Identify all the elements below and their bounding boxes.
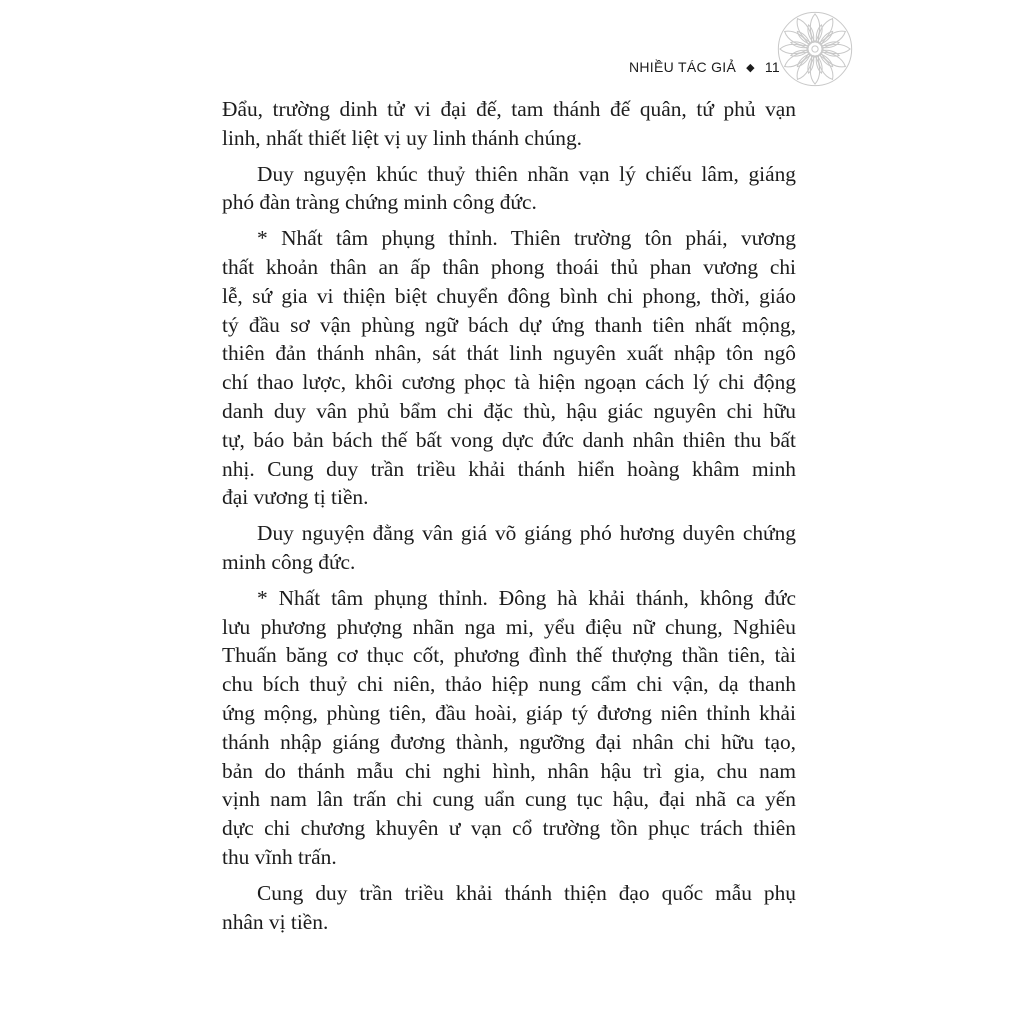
text-line: Cung duy trần triều khải thánh thiện đạo quốc mẫu phụ: [257, 880, 796, 905]
text-line: nhân vị tiền.: [222, 909, 329, 934]
text-line: minh công đức.: [222, 549, 356, 574]
text-line: Đẩu, trường dinh tử vi đại đế, tam thánh đế quân, tứ phủ vạn: [222, 97, 796, 121]
text-line: danh duy vân phủ bẩm chi đặc thù, hậu giác nguyên chi hữu: [222, 398, 796, 423]
text-line: nhị. Cung duy trần triều khải thánh hiển hoàng khâm minh: [222, 456, 796, 481]
running-head: [600, 56, 780, 78]
text-line: linh, nhất thiết liệt vị uy linh thánh chúng.: [222, 125, 583, 150]
author-name: NHIỀU TÁC GIẢ: [628, 59, 737, 75]
paragraph: [222, 95, 796, 153]
text-line: * Nhất tâm phụng thỉnh. Đông hà khải thánh, không đức: [257, 585, 796, 610]
text-line: chu bích thuỷ chi niên, thảo hiệp nung cẩm chi vận, dạ thanh: [222, 672, 796, 697]
text-line: phó đàn tràng chứng minh công đức.: [222, 190, 537, 215]
text-line: * Nhất tâm phụng thỉnh. Thiên trường tôn phái, vương: [257, 226, 796, 251]
text-line: lưu phương phượng nhãn nga mi, yểu điệu nữ chung, Nghiêu: [222, 614, 796, 639]
text-line: thất khoản thân an ấp thân phong thoái thủ phan vương chi: [222, 254, 796, 279]
text-line: bản do thánh mẫu chi nghi hình, nhân hậu trì gia, chu nam: [222, 758, 796, 783]
text-line: tý đầu sơ vận phùng ngữ bách dự ứng thanh tiên nhất mộng,: [222, 312, 796, 337]
lotus-mandala-icon: [776, 10, 854, 88]
diamond-separator-icon: ◆: [746, 61, 755, 74]
page-number: 11: [764, 59, 780, 75]
paragraph: [222, 519, 796, 577]
text-line: thu vĩnh trấn.: [222, 844, 337, 869]
text-line: vịnh nam lân trấn chi cung uẩn cung tục hậu, đại nhã ca yến: [222, 787, 796, 812]
text-line: chí thao lược, khôi cương phọc tà hiện ngoạn cách lý chi động: [222, 370, 796, 395]
text-line: lễ, sứ gia vi thiện biệt chuyển đông bình chi phong, thời, giáo: [222, 283, 796, 308]
paragraph: [222, 879, 796, 937]
body-text: [222, 95, 796, 943]
text-line: tự, báo bản bách thế bất vong dực đức danh nhân thiên thu bất: [222, 427, 796, 452]
paragraph: [222, 224, 796, 512]
text-line: thiên đản thánh nhân, sát thát linh nguyên xuất nhập tôn ngô: [222, 341, 796, 366]
text-line: thánh nhập giáng đương thành, ngưỡng đại nhân chi hữu tạo,: [222, 729, 796, 754]
text-line: Duy nguyện khúc thuỷ thiên nhãn vạn lý chiếu lâm, giáng: [257, 161, 796, 186]
paragraph: [222, 160, 796, 218]
text-line: Thuấn băng cơ thục cốt, phương đình thế thượng thần tiên, tài: [222, 643, 796, 668]
text-line: ứng mộng, phùng tiên, đầu hoài, giáp tý đương niên thỉnh khải: [222, 700, 796, 725]
text-line: Duy nguyện đằng vân giá võ giáng phó hương duyên chứng: [257, 521, 796, 546]
text-line: đại vương tị tiền.: [222, 485, 369, 510]
text-line: dực chi chương khuyên ư vạn cổ trường tồn phục trách thiên: [222, 816, 796, 841]
paragraph: [222, 584, 796, 872]
